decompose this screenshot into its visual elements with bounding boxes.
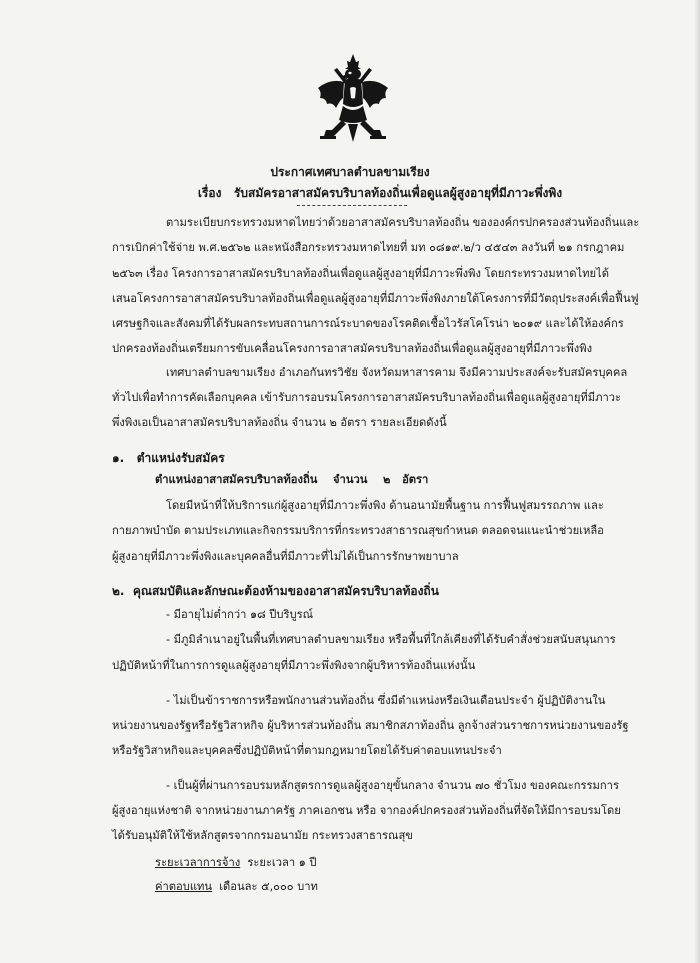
intro-line: ตามระเบียบกระทรวงมหาดไทยว่าด้วยอาสาสมัครบริบาลท้องถิ่น ขององค์กรปกครองส่วนท้องถิ่นและ bbox=[166, 216, 640, 229]
qualification-line: - เป็นผู้ที่ผ่านการอบรมหลักสูตรการดูแลผู้สูงอายุขั้นกลาง จำนวน ๗๐ ชั่วโมง ของคณะกรรมการ bbox=[166, 779, 619, 792]
intro2-line: ทั่วไปเพื่อทำการคัดเลือกบุคคล เข้ารับการอบรมโครงการอาสาสมัครบริบาลท้องถิ่นเพื่อดูแลผู้สูงอายุที่มีภาวะ bbox=[112, 391, 622, 404]
qualification-line: - มีภูมิลำเนาอยู่ในพื้นที่เทศบาลตำบลขามเรียง หรือพื้นที่ใกล้เคียงที่ได้รับคำสั่งช่วยสนับสนุนการ bbox=[166, 633, 616, 646]
title-divider bbox=[297, 205, 407, 206]
position-line bbox=[155, 473, 428, 487]
intro-line: การเบิกค่าใช้จ่าย พ.ศ.๒๕๖๒ และหนังสือกระทรวงมหาดไทยที่ มท ๐๘๑๙.๒/ว ๔๕๔๓ ลงวันที่ ๒๑ กรกฎาคม bbox=[112, 241, 625, 254]
announcement-subject bbox=[30, 184, 700, 203]
employment-period-label: ระยะเวลาการจ้าง bbox=[155, 856, 241, 869]
subject-text: รับสมัครอาสาสมัครบริบาลท้องถิ่นเพื่อดูแลผู้สูงอายุที่มีภาวะพึ่งพิง bbox=[233, 186, 563, 200]
intro-line: ปกครองท้องถิ่นเตรียมการขับเคลื่อนโครงการอาสาสมัครบริบาลท้องถิ่นเพื่อดูแลผู้สูงอายุที่มีภาวะพึ่งพิง bbox=[112, 342, 593, 355]
qualification-line: หรือรัฐวิสาหกิจและบุคคลซึ่งปฏิบัติหน้าที่ตามกฎหมายโดยได้รับค่าตอบแทนประจำ bbox=[112, 744, 502, 757]
compensation-value: เดือนละ ๕,๐๐๐ บาท bbox=[219, 880, 318, 893]
intro-line: ๒๕๖๓ เรื่อง โครงการอาสาสมัครบริบาลท้องถิ่นเพื่อดูแลผู้สูงอายุที่มีภาวะพึ่งพิง โดยกระทรวงมหาดไทยได้ bbox=[112, 267, 609, 280]
qualification-line: หน่วยงานของรัฐหรือรัฐวิสาหกิจ ผู้บริหารส่วนท้องถิ่น สมาชิกสภาท้องถิ่น ลูกจ้างส่วนราชการหน่วยงานของรัฐ bbox=[112, 719, 629, 732]
duty-line: โดยมีหน้าที่ให้บริการแก่ผู้สูงอายุที่มีภาวะพึ่งพิง ด้านอนามัยพื้นฐาน การฟื้นฟูสมรรถภาพ และ bbox=[166, 499, 604, 512]
intro-line: เศรษฐกิจและสังคมที่ได้รับผลกระทบสถานการณ์ระบาดของโรคติดเชื้อไวรัสโคโรน่า ๒๐๑๙ และได้ให้องค์กร bbox=[112, 317, 624, 330]
employment-period-value: ระยะเวลา ๑ ปี bbox=[247, 856, 317, 869]
position-count: ๒ bbox=[383, 473, 391, 486]
compensation bbox=[155, 880, 318, 894]
section1-title: ตำแหน่งรับสมัคร bbox=[136, 451, 225, 465]
page-edge-shadow bbox=[694, 0, 700, 963]
section2-heading bbox=[112, 584, 439, 598]
announcement-title: ประกาศเทศบาลตำบลขามเรียง bbox=[270, 165, 430, 179]
intro-line: เสนอโครงการอาสาสมัครบริบาลท้องถิ่นเพื่อดูแลผู้สูงอายุที่มีภาวะพึ่งพิงภายใต้โครงการที่มีวัตถุประสงค์เพื่อฟื้นฟู bbox=[112, 292, 639, 305]
duty-line: กายภาพบำบัด ตามประเภทและกิจกรรมบริการที่กระทรวงสาธารณสุขกำหนด ตลอดจนแนะนำช่วยเหลือ bbox=[112, 524, 604, 537]
qualification-line: ปฏิบัติหน้าที่ในการการดูแลผู้สูงอายุที่มีภาวะพึ่งพิงจากผู้บริหารท้องถิ่นแห่งนั้น bbox=[112, 659, 476, 672]
intro2-line: พึ่งพิงเอเป็นอาสาสมัครบริบาลท้องถิ่น จำนวน ๒ อัตรา รายละเอียดดังนี้ bbox=[112, 416, 447, 429]
section2-title: คุณสมบัติและลักษณะต้องห้ามของอาสาสมัครบริบาลท้องถิ่น bbox=[132, 584, 439, 598]
duty-line: ผู้สูงอายุที่มีภาวะพึ่งพิงและบุคคลอื่นที่มีภาวะที่ไม่ได้เป็นการรักษาพยาบาล bbox=[112, 550, 459, 563]
qualification-line: ได้รับอนุมัติให้ใช้หลักสูตรจากกรมอนามัย กระทรวงสาธารณสุข bbox=[112, 829, 413, 842]
qualification-line: - ไม่เป็นข้าราชการหรือพนักงานส่วนท้องถิ่น ซึ่งมีตำแหน่งหรือเงินเดือนประจำ ผู้ปฏิบัติงานใน bbox=[166, 694, 606, 707]
position-unit: อัตรา bbox=[402, 473, 429, 486]
section1-number: ๑. bbox=[112, 451, 125, 465]
intro2-line: เทศบาลตำบลขามเรียง อำเภอกันทรวิชัย จังหวัดมหาสารคาม จึงมีความประสงค์จะรับสมัครบุคคล bbox=[166, 366, 628, 379]
section1-heading bbox=[112, 451, 225, 465]
garuda-emblem-icon bbox=[312, 52, 394, 144]
employment-period bbox=[155, 856, 316, 870]
qualification-line: - มีอายุไม่ต่ำกว่า ๑๘ ปีบริบูรณ์ bbox=[166, 608, 313, 621]
qualification-line: ผู้สูงอายุแห่งชาติ จากหน่วยงานภาครัฐ ภาคเอกชน หรือ จากองค์ปกครองส่วนท้องถิ่นที่จัดให้มีการอบรมโดย bbox=[112, 804, 621, 817]
position-count-label: จำนวน bbox=[332, 473, 368, 486]
section2-number: ๒. bbox=[112, 584, 125, 598]
compensation-label: ค่าตอบแทน bbox=[155, 880, 213, 893]
position-title: ตำแหน่งอาสาสมัครบริบาลท้องถิ่น bbox=[155, 473, 318, 486]
subject-label: เรื่อง bbox=[197, 186, 222, 200]
